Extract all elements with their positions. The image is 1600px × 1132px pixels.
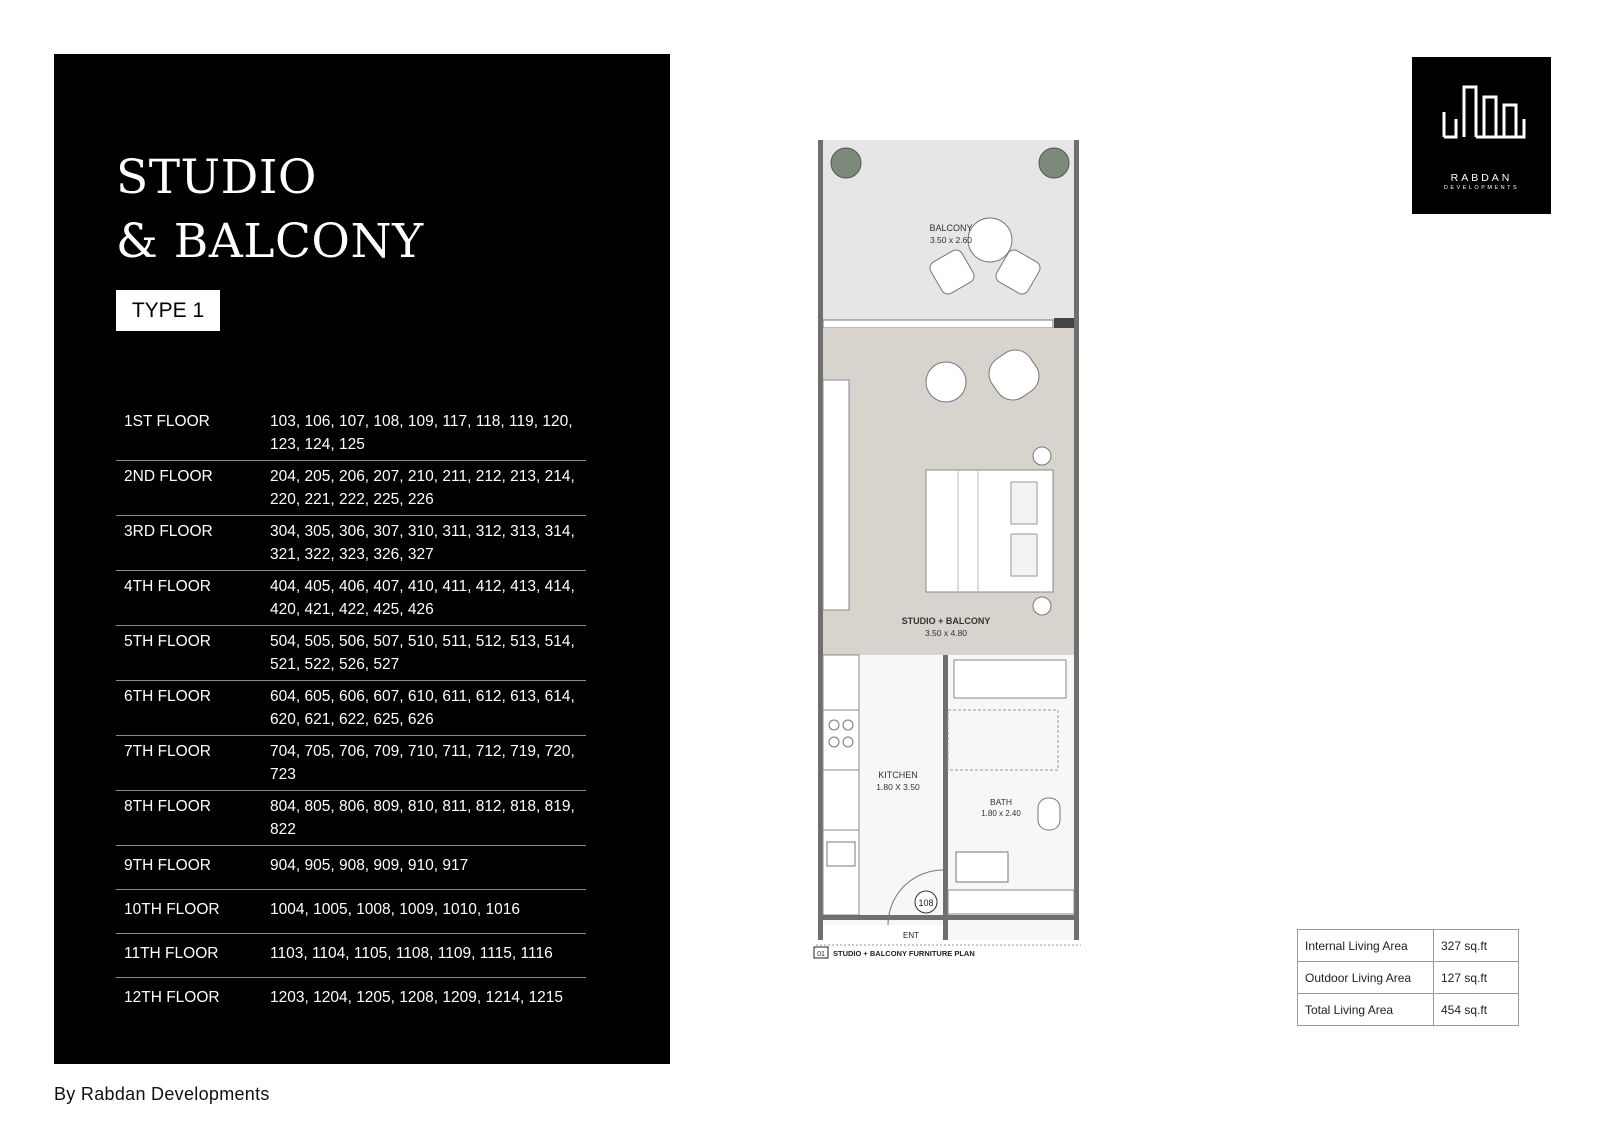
table-row <box>1298 994 1519 1026</box>
toilet-icon <box>1038 798 1060 830</box>
entry-label: ENT <box>903 931 919 940</box>
plan-caption: STUDIO + BALCONY FURNITURE PLAN <box>833 949 975 958</box>
floor-name: 6TH FLOOR <box>124 688 211 705</box>
floor-units: 404, 405, 406, 407, 410, 411, 412, 413, 414, 420, 421, 422, 425, 426 <box>270 578 575 618</box>
studio-label: STUDIO + BALCONY <box>901 616 991 626</box>
bath-wall <box>943 655 948 940</box>
kitchen-label: KITCHEN <box>878 770 918 780</box>
balcony-dims: 3.50 x 2.60 <box>929 235 973 245</box>
floor-row <box>116 516 586 571</box>
floor-units: 1203, 1204, 1205, 1208, 1209, 1214, 1215 <box>270 989 564 1006</box>
floor-row <box>116 461 586 516</box>
floor-row <box>116 978 586 1021</box>
floor-name: 5TH FLOOR <box>124 633 211 650</box>
floor-row <box>116 736 586 791</box>
footer-credit: By Rabdan Developments <box>54 1084 270 1104</box>
kitchen-counter <box>823 655 859 915</box>
lamp-icon <box>1033 597 1051 615</box>
floor-row <box>116 846 586 890</box>
logo-subtitle: DEVELOPMENTS <box>1443 185 1520 191</box>
balcony-table-icon <box>968 218 1012 262</box>
table-row <box>1298 930 1519 962</box>
floor-units: 1004, 1005, 1008, 1009, 1010, 1016 <box>270 901 520 918</box>
bath-dims: 1.80 x 2.40 <box>981 809 1021 818</box>
unit-title-line2: & BALCONY <box>116 214 424 269</box>
lamp-icon <box>1033 447 1051 465</box>
floor-row <box>116 571 586 626</box>
floor-name: 10TH FLOOR <box>124 901 220 918</box>
pillow-icon <box>1011 534 1037 576</box>
glazing-line <box>823 320 1053 328</box>
floor-row <box>116 791 586 846</box>
floor-units: 1103, 1104, 1105, 1108, 1109, 1115, 1116 <box>270 945 553 962</box>
logo-name: RABDAN <box>1450 172 1513 184</box>
pillow-icon <box>1011 482 1037 524</box>
floor-row <box>116 681 586 736</box>
area-value: 454 sq.ft <box>1434 994 1519 1026</box>
plant-icon <box>831 148 861 178</box>
bath-label: BATH <box>989 797 1013 807</box>
floor-plan <box>806 130 1126 990</box>
side-table-icon <box>926 362 966 402</box>
unit-title-line1: STUDIO <box>116 150 317 205</box>
wardrobe <box>823 380 849 610</box>
vanity-icon <box>956 852 1008 882</box>
floor-units: 103, 106, 107, 108, 109, 117, 118, 119, 120, 123, 124, 125 <box>270 413 573 453</box>
floor-name: 9TH FLOOR <box>124 857 211 874</box>
kitchen-dims: 1.80 X 3.50 <box>876 782 920 792</box>
floor-name: 7TH FLOOR <box>124 743 211 760</box>
floor-units: 604, 605, 606, 607, 610, 611, 612, 613, 614, 620, 621, 622, 625, 626 <box>270 688 575 728</box>
floor-units: 204, 205, 206, 207, 210, 211, 212, 213, 214, 220, 221, 222, 225, 226 <box>270 468 575 508</box>
rabdan-calligraphy-logo-icon <box>1412 57 1551 167</box>
floor-plan-drawing <box>806 130 1126 990</box>
studio-dims: 3.50 x 4.80 <box>924 628 968 638</box>
area-value: 327 sq.ft <box>1434 930 1519 962</box>
rabdan-logo <box>1412 57 1551 214</box>
floor-row <box>116 626 586 681</box>
unit-number: 108 <box>918 898 934 908</box>
area-label: Internal Living Area <box>1298 930 1434 962</box>
table-row <box>1298 962 1519 994</box>
floor-row <box>116 934 586 978</box>
floor-name: 8TH FLOOR <box>124 798 211 815</box>
floor-units: 304, 305, 306, 307, 310, 311, 312, 313, 314, 321, 322, 323, 326, 327 <box>270 523 575 563</box>
floor-name: 2ND FLOOR <box>124 468 213 485</box>
outer-wall-bottom <box>818 915 1079 920</box>
plant-icon <box>1039 148 1069 178</box>
floor-name: 1ST FLOOR <box>124 413 210 430</box>
type-badge: TYPE 1 <box>116 290 220 331</box>
area-summary-table <box>1297 929 1519 1026</box>
outer-wall-right <box>1074 140 1079 940</box>
caption-number: 01 <box>817 951 825 958</box>
floor-name: 4TH FLOOR <box>124 578 211 595</box>
floor-units: 704, 705, 706, 709, 710, 711, 712, 719, 720, 723 <box>270 743 575 783</box>
area-label: Total Living Area <box>1298 994 1434 1026</box>
floor-name: 3RD FLOOR <box>124 523 213 540</box>
floor-units-table <box>116 406 586 1021</box>
floor-units: 504, 505, 506, 507, 510, 511, 512, 513, 514, 521, 522, 526, 527 <box>270 633 575 673</box>
floor-row <box>116 406 586 461</box>
balcony-label: BALCONY <box>929 223 973 233</box>
floor-units: 804, 805, 806, 809, 810, 811, 812, 818, 819, 822 <box>270 798 575 838</box>
bath-cabinet <box>948 890 1074 914</box>
floor-units: 904, 905, 908, 909, 910, 917 <box>270 857 469 874</box>
bath-storage <box>954 660 1066 698</box>
floor-row <box>116 890 586 934</box>
area-label: Outdoor Living Area <box>1298 962 1434 994</box>
floor-name: 12TH FLOOR <box>124 989 220 1006</box>
unit-info-panel <box>54 54 670 1064</box>
area-value: 127 sq.ft <box>1434 962 1519 994</box>
outer-wall-left <box>818 140 823 940</box>
floor-name: 11TH FLOOR <box>124 945 219 962</box>
unit-title <box>116 146 424 274</box>
